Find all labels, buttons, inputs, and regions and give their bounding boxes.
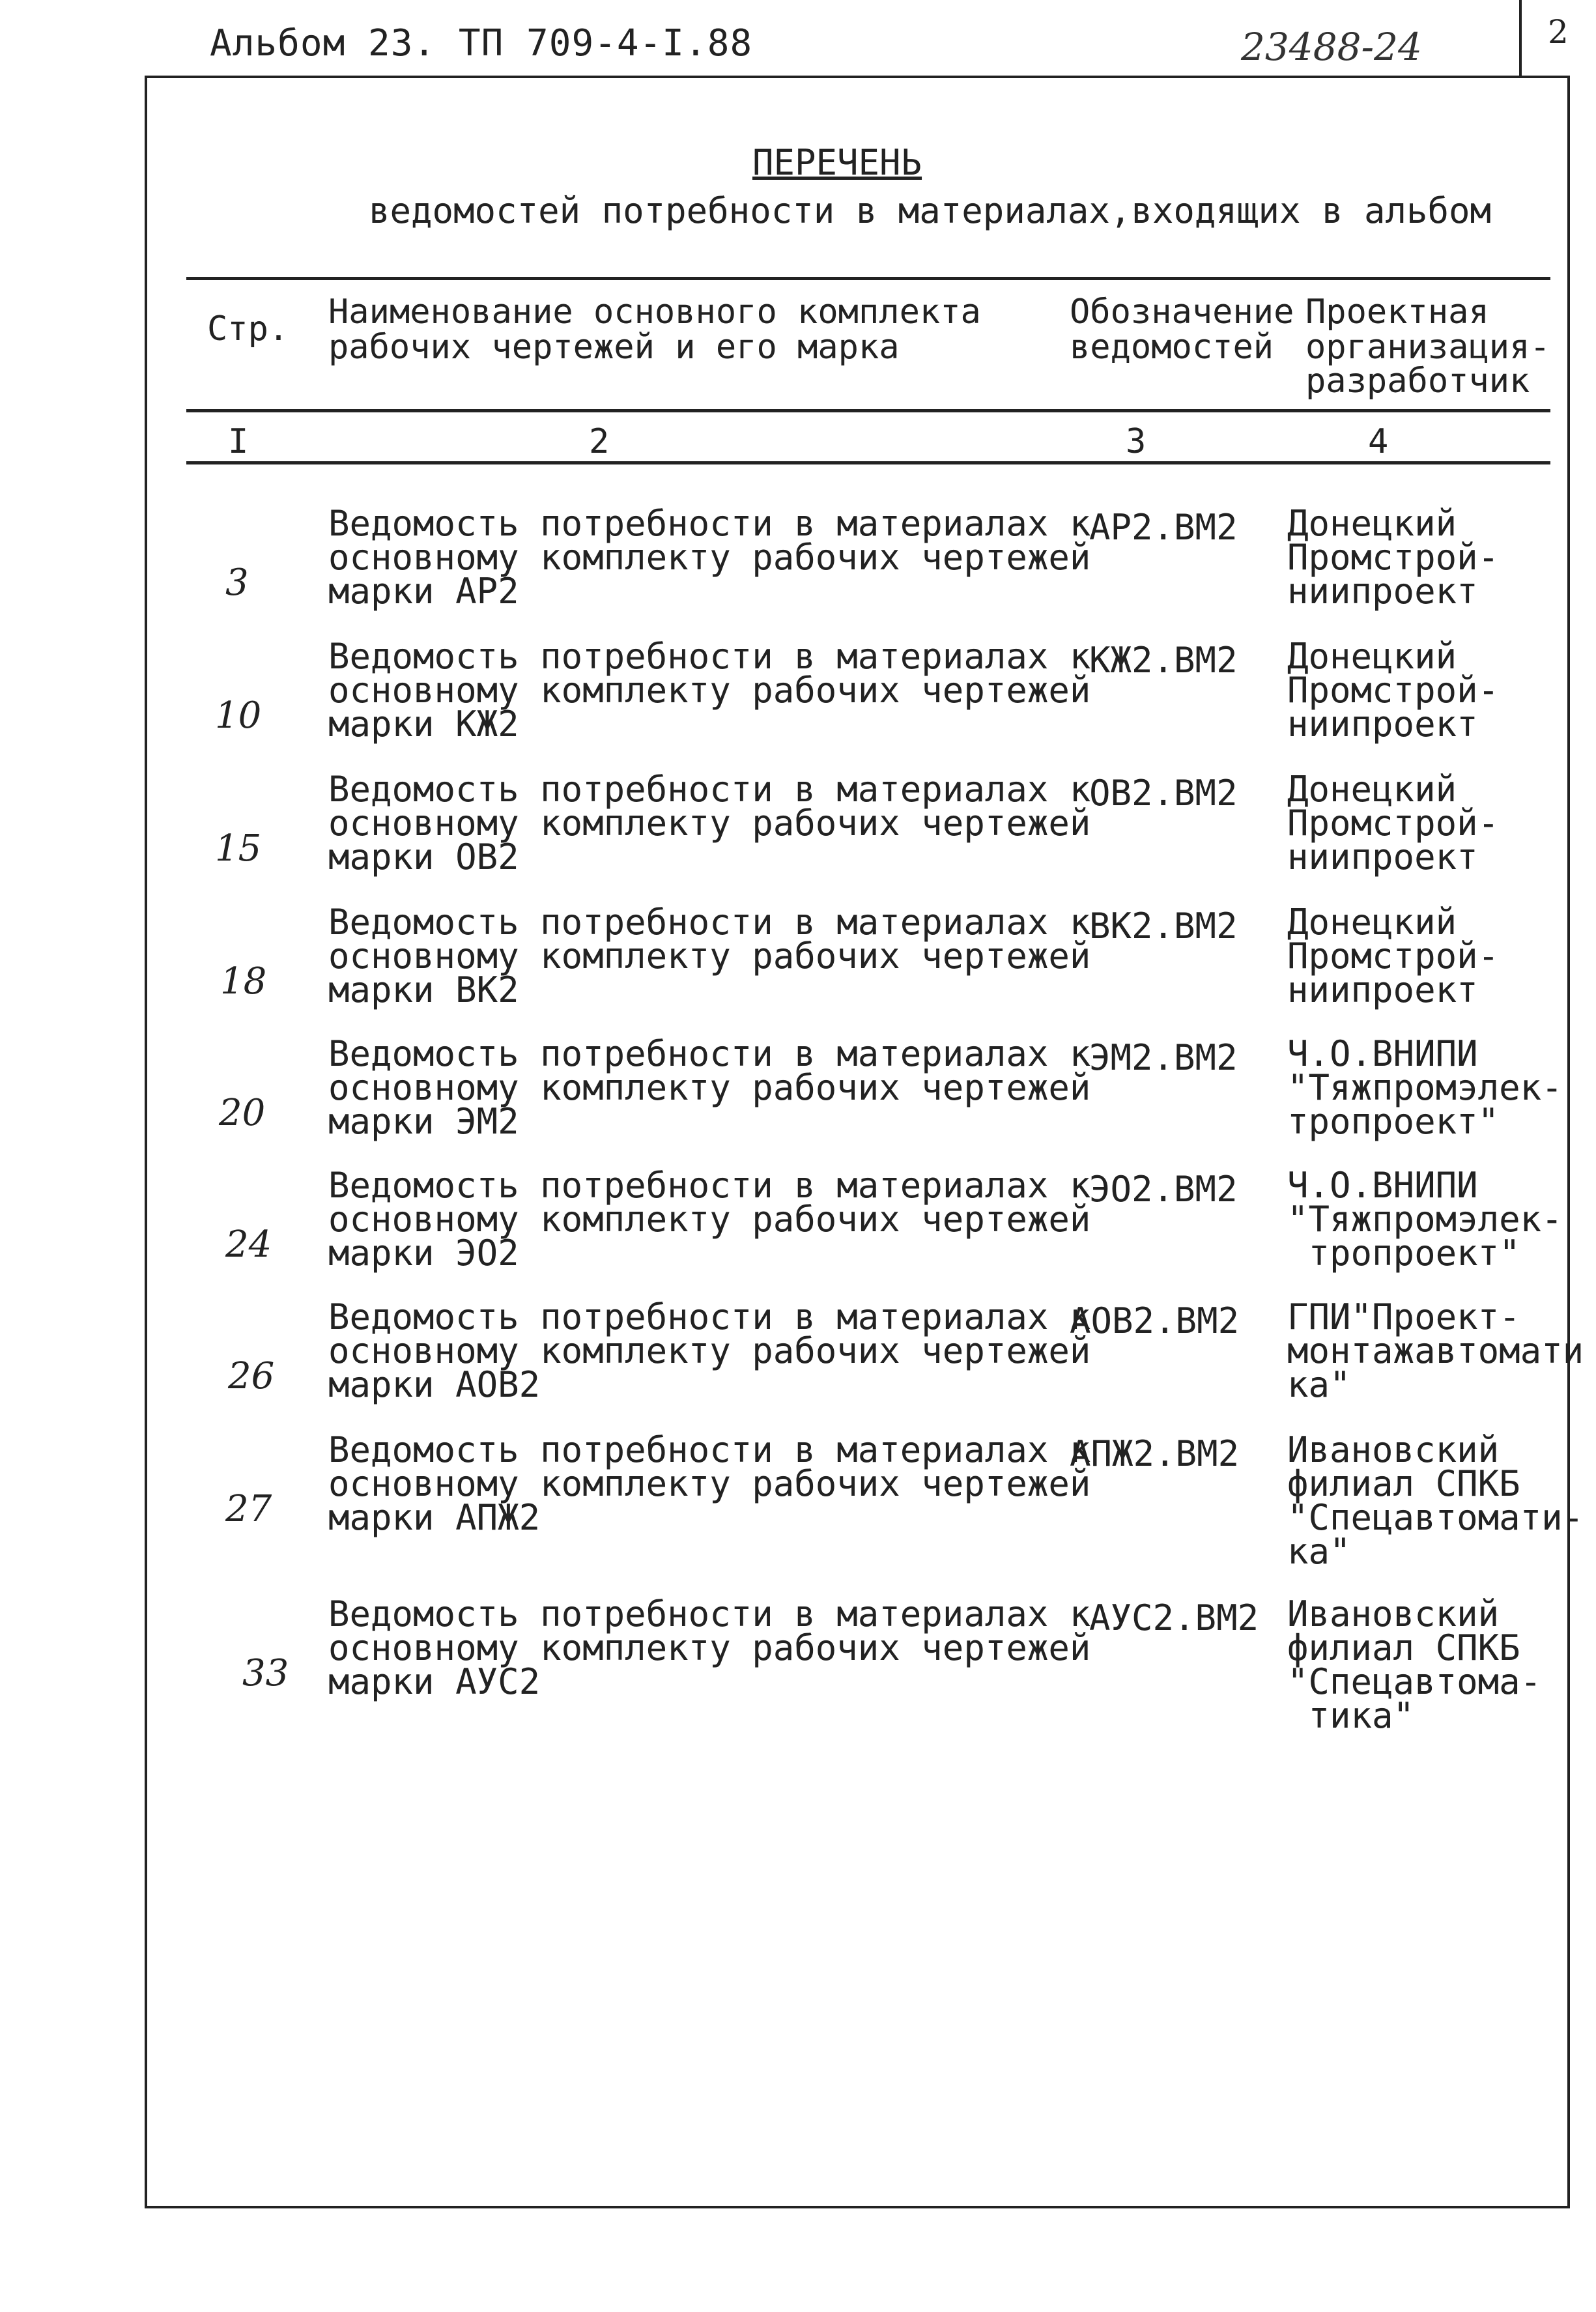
row-name-line: марки ОВ2 [328,836,519,878]
row-organization-line: ка" [1287,1364,1351,1405]
document-subtitle: ведомостей потребности в материалах,входящих в альбом [369,190,1492,231]
row-page-number: 24 [225,1223,272,1266]
row-name-line: Ведомость потребности в материалах к [328,1033,1091,1074]
row-name-line: Ведомость потребности в материалах к [328,769,1091,810]
row-organization-line: ниипроект [1287,571,1478,612]
header-org-line3: разработчик [1305,362,1530,401]
row-organization-line: ГПИ"Проект- [1287,1296,1520,1337]
row-organization-line: Донецкий [1287,769,1457,810]
table-top-rule [186,277,1550,280]
row-page-number: 26 [228,1355,275,1397]
document-title: ПЕРЕЧЕНЬ [752,142,922,183]
row-code: АР2.ВМ2 [1089,507,1238,548]
row-organization-line: "Тяжпромэлек- [1287,1199,1563,1240]
header-org-line1: Проектная [1305,293,1489,332]
row-name-line: марки АУС2 [328,1661,541,1702]
row-code: ЭО2.ВМ2 [1089,1169,1238,1210]
row-organization-line: Донецкий [1287,902,1457,943]
row-organization-line: "Спецавтома- [1287,1661,1542,1702]
table-column-number-rule [186,461,1550,464]
row-name-line: Ведомость потребности в материалах к [328,1593,1091,1634]
row-name-line: марки ЭО2 [328,1233,519,1274]
header-name-line1: Наименование основного комплекта [328,293,981,332]
row-organization-line: "Тяжпромэлек- [1287,1067,1563,1108]
row-page-number: 20 [219,1092,266,1134]
page-number: 2 [1548,13,1569,51]
row-name-line: марки АР2 [328,571,519,612]
row-code: АПЖ2.ВМ2 [1070,1433,1240,1474]
row-page-number: 10 [215,694,262,737]
row-name-line: основному комплекту рабочих чертежей [328,670,1091,711]
row-organization-line: Донецкий [1287,503,1457,544]
row-organization-line: Ч.О.ВНИПИ [1287,1165,1478,1206]
row-name-line: основному комплекту рабочих чертежей [328,935,1091,977]
row-organization-line: ниипроект [1287,969,1478,1010]
row-name-line: основному комплекту рабочих чертежей [328,803,1091,844]
row-name-line: Ведомость потребности в материалах к [328,1429,1091,1470]
row-organization-line: филиал СПКБ [1287,1463,1520,1504]
row-organization-line: Ивановский [1287,1593,1500,1634]
row-organization-line: Промстрой- [1287,803,1500,844]
row-organization-line: Донецкий [1287,636,1457,677]
row-name-line: марки ЭМ2 [328,1101,519,1142]
row-organization-line: Промстрой- [1287,537,1500,578]
column-number-1: I [228,422,249,461]
row-name-line: основному комплекту рабочих чертежей [328,1199,1091,1240]
row-organization-line: ниипроект [1287,704,1478,745]
table-header-rule [186,409,1550,412]
row-code: ВК2.ВМ2 [1089,906,1238,947]
row-organization-line: ниипроект [1287,836,1478,878]
row-code: ОВ2.ВМ2 [1089,773,1238,814]
header-divider [1519,0,1522,77]
row-name-line: основному комплекту рабочих чертежей [328,1067,1091,1108]
row-organization-line: тропроект" [1287,1101,1500,1142]
column-number-4: 4 [1368,422,1389,461]
row-organization-line: Ивановский [1287,1429,1500,1470]
row-code: АУС2.ВМ2 [1089,1597,1259,1638]
row-name-line: основному комплекту рабочих чертежей [328,1330,1091,1371]
header-org-line2: организация- [1305,328,1550,367]
row-page-number: 15 [215,827,262,870]
row-name-line: Ведомость потребности в материалах к [328,1296,1091,1337]
row-organization-line: тика" [1287,1695,1415,1736]
row-name-line: марки ВК2 [328,969,519,1010]
row-name-line: Ведомость потребности в материалах к [328,636,1091,677]
row-organization-line: филиал СПКБ [1287,1627,1520,1668]
row-organization-line: Промстрой- [1287,935,1500,977]
row-name-line: марки КЖ2 [328,704,519,745]
row-code: АОВ2.ВМ2 [1070,1300,1240,1341]
album-designation: Альбом 23. ТП 709-4-I.88 [210,22,753,64]
column-number-2: 2 [589,422,610,461]
document-number: 23488-24 [1241,25,1422,69]
row-organization-line: тропроект" [1287,1233,1520,1274]
row-name-line: основному комплекту рабочих чертежей [328,537,1091,578]
row-page-number: 18 [220,960,267,1003]
row-code: КЖ2.ВМ2 [1089,640,1238,681]
row-organization-line: ка" [1287,1531,1351,1572]
row-code: ЭМ2.ВМ2 [1089,1037,1238,1078]
row-name-line: основному комплекту рабочих чертежей [328,1627,1091,1668]
header-name-line2: рабочих чертежей и его марка [328,328,900,367]
row-organization-line: Ч.О.ВНИПИ [1287,1033,1478,1074]
header-page: Стр. [207,309,289,349]
header-code-line2: ведомостей [1070,328,1274,367]
column-number-3: 3 [1126,422,1147,461]
row-page-number: 27 [225,1488,272,1530]
row-organization-line: Промстрой- [1287,670,1500,711]
row-name-line: марки АПЖ2 [328,1497,541,1538]
row-organization-line: монтажавтомати [1287,1330,1584,1371]
row-name-line: Ведомость потребности в материалах к [328,1165,1091,1206]
row-organization-line: "Спецавтомати- [1287,1497,1584,1538]
row-name-line: Ведомость потребности в материалах к [328,503,1091,544]
row-name-line: марки АОВ2 [328,1364,541,1405]
header-code-line1: Обозначение [1070,293,1294,332]
row-name-line: Ведомость потребности в материалах к [328,902,1091,943]
row-name-line: основному комплекту рабочих чертежей [328,1463,1091,1504]
row-page-number: 33 [242,1652,289,1694]
row-page-number: 3 [225,562,249,604]
